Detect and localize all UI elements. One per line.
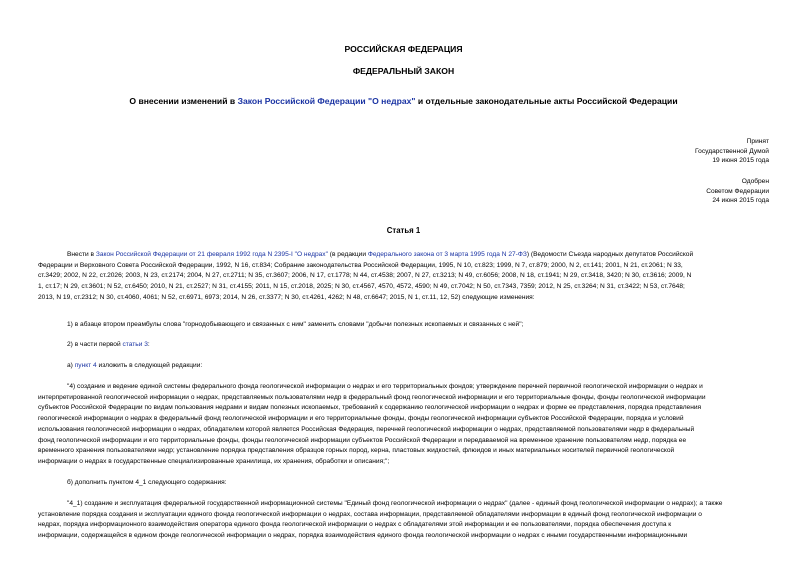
item-2-prefix: 2) в части первой bbox=[67, 341, 123, 348]
quote41-line: недрах, порядка информационного взаимодействия оператора единого фонда геологической информации о недрах с обладателями этой информации и ее пользователями, порядка обеспечения доступа к bbox=[38, 521, 672, 529]
item-b: б) дополнить пунктом 4_1 следующего содержания: bbox=[67, 479, 227, 486]
title-law-link[interactable]: Закон Российской Федерации "О недрах" bbox=[237, 96, 416, 106]
point-4-link[interactable]: пункт 4 bbox=[74, 362, 97, 369]
item-1: 1) в абзаце втором преамбулы слова "горнодобывающего и связанных с ним" заменить словами "добычи полезных ископаемых и связанных с ней"; bbox=[67, 321, 524, 328]
quote4-line: "4) создание и ведение единой системы федерального фонда геологической информации о недрах и его территориальных фондов; утверждение перечней первичной геологической информации о недрах и bbox=[67, 383, 703, 390]
intro-line-1 bbox=[38, 250, 769, 261]
item-a bbox=[67, 361, 767, 372]
intro-prefix: Внести в bbox=[67, 251, 96, 258]
adopted-label: Принят bbox=[746, 138, 769, 145]
law-1992-link[interactable]: Закон Российской Федерации от 21 февраля 1992 года N 2395-I "О недрах" bbox=[95, 251, 328, 258]
quote4-line: временного хранения пользователями недр; установление порядка представления образцов горных пород, керна, пластовых жидкостей, флюидов и иных материальных носителей первичной геологической bbox=[38, 447, 675, 455]
adopted-block bbox=[695, 137, 769, 166]
item-2-suffix: : bbox=[147, 341, 150, 348]
quote4-line: информации о недрах в государственные специализированные хранилища, их хранения, обработки и описания;"; bbox=[38, 457, 390, 465]
adopted-date: 19 июня 2015 года bbox=[712, 157, 769, 165]
quote41-line: информации, содержащейся в едином фонде геологической информации о недрах, порядка взаимодействия единого фонда геологической информации о недрах с иными государственными информационными bbox=[38, 532, 688, 540]
quote4-line: геологической информации о недрах в федеральный фонд геологической информации и его территориальные фонды, фонды геологической информации субъектов Российской Федерации, порядка и условий bbox=[38, 415, 684, 423]
intro-line-2: Федерации и Верховного Совета Российской Федерации, 1992, N 16, ст.834; Собрание законодательства Российской Федерации, 1995, N 10, ст.823; 1999, N 7, ст.879; 2000, N 2, ст.141; 2001, N 21, ст.2061; N 33, bbox=[38, 261, 683, 269]
law-1995-link[interactable]: Федерального закона от 3 марта 1995 года N 27-ФЗ bbox=[367, 251, 527, 258]
article-heading: Статья 1 bbox=[386, 226, 421, 235]
quote4-line: использования геологической информации о недрах, обладателем которой является Российская Федерация, перечней геологической информации о недрах, представляемой пользователями недр в федеральный bbox=[38, 425, 695, 433]
intro-line-3: ст.3429; 2002, N 22, ст.2026; 2003, N 23, ст.2174; 2004, N 27, ст.2711; N 35, ст.3607; 2006, N 17, ст.1778; N 44, ст.4538; 2007, N 27, ст.3213; N 49, ст.6056; 2008, N 18, ст.1941; N 29, ст.3418, 3420; N 30, ст.3616; 2009, N bbox=[38, 272, 692, 280]
quote-point-4 bbox=[38, 382, 769, 468]
article-3-link[interactable]: статьи 3 bbox=[122, 341, 148, 348]
quote-point-4-1 bbox=[38, 499, 769, 542]
approved-date: 24 июня 2015 года bbox=[712, 197, 769, 205]
quote4-line: фонд геологической информации и его территориальные фонды, фонды геологической информации субъектов Российской Федерации и передаваемой на временное хранение пользователям недр, порядка ее bbox=[38, 436, 687, 444]
adopted-by: Государственной Думой bbox=[695, 147, 769, 155]
title-text-after: и отдельные законодательные акты Российской Федерации bbox=[415, 96, 678, 106]
intro-line-4: 1, ст.17; N 29, ст.3601; N 52, ст.6450; 2010, N 21, ст.2527; N 31, ст.4155; 2011, N 15, ст.2018, 2025; N 30, ст.4567, 4570, 4572, 4590; N 49, ст.7042; N 50, ст.7343, 7359; 2012, N 25, ст.3264; N 31, ст.3422; N 53, ст.7648; bbox=[38, 283, 685, 291]
quote41-line: установление порядка создания и эксплуатации единого фонда геологической информации о недрах, состава информации, представляемой обладателями информации в единый фонд геологической информации о bbox=[38, 510, 702, 518]
intro-paragraph bbox=[38, 250, 769, 304]
approved-block bbox=[706, 177, 769, 206]
quote4-line: интерпретированной геологической информации о недрах, представляемых пользователями недр в федеральный фонд геологической информации и его территориальные фонды, фонды геологической информации bbox=[38, 393, 706, 401]
intro-mid: (в редакции bbox=[327, 251, 368, 258]
country-heading: РОССИЙСКАЯ ФЕДЕРАЦИЯ bbox=[344, 44, 463, 54]
law-type-heading: ФЕДЕРАЛЬНЫЙ ЗАКОН bbox=[352, 66, 455, 76]
approved-by: Советом Федерации bbox=[706, 187, 769, 195]
title-text-before: О внесении изменений в bbox=[129, 96, 238, 106]
quote4-line: субъектов Российской Федерации по видам пользования недрами и видам полезных ископаемых, требований к содержанию геологической информации о недрах и форме ее представления, порядка представления bbox=[38, 404, 702, 412]
quote41-line: "4_1) создание и эксплуатация федеральной государственной информационной системы "Единый фонд геологической информации о недрах" (далее - единый фонд геологической информации о недрах); а также bbox=[67, 500, 723, 507]
intro-rest: ) (Ведомости Съезда народных депутатов Российской bbox=[526, 251, 694, 258]
item-a-suffix: изложить в следующей редакции: bbox=[96, 362, 203, 369]
intro-line-5: 2013, N 19, ст.2312; N 30, ст.4060, 4061; N 52, ст.6971, 6973; 2014, N 26, ст.3377; N 30, ст.4261, 4262; N 48, ст.6647; 2015, N 1, ст.11, 12, 52) следующие изменения: bbox=[38, 293, 535, 301]
approved-label: Одобрен bbox=[741, 178, 769, 185]
item-a-prefix: а) bbox=[67, 362, 75, 369]
law-title bbox=[0, 96, 807, 106]
item-2 bbox=[67, 340, 767, 351]
